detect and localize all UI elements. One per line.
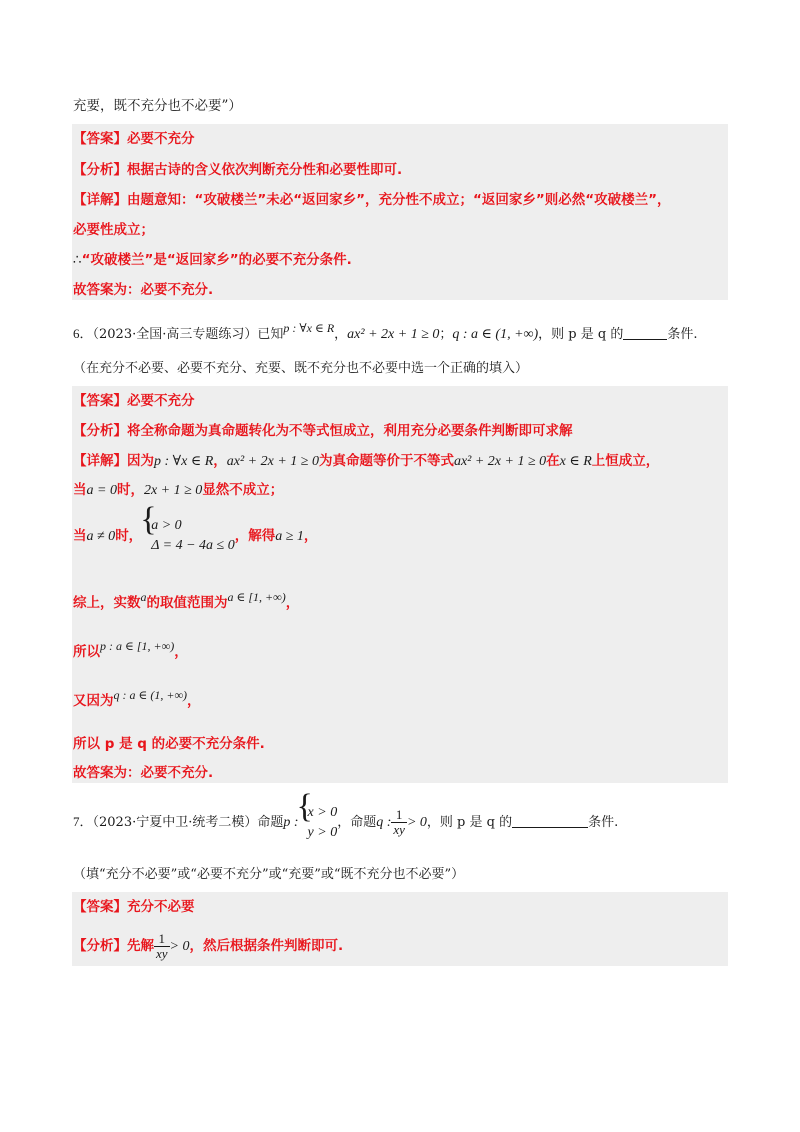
question-6-stem: 6．（2023·全国·高三专题练习）已知p : ∀x ∈ R，ax² + 2x + 1 ≥ 0；q : a ∈ (1, +∞)，则 p 是 q 的 条件. — [73, 321, 698, 342]
detail-q: 又因为q : a ∈ (1, +∞)， — [73, 688, 201, 709]
inequality-system: { a > 0 Δ = 4 − 4a ≤ 0 — [142, 516, 235, 556]
question-fragment: 充要，既不充分也不必要”） — [73, 98, 242, 114]
analysis-line: 【分析】先解 $\frac{1}{xy}$ > 0，然后根据条件判断即可. — [73, 930, 344, 961]
final-answer-line: 故答案为：必要不充分. — [73, 282, 214, 298]
solution-box-q6 — [72, 386, 728, 783]
answer-line: 【答案】必要不充分 — [73, 131, 195, 147]
final-answer-line: 故答案为：必要不充分. — [73, 765, 214, 781]
detail-line: 【详解】因为p : ∀x ∈ R，ax² + 2x + 1 ≥ 0为真命题等价于不等式ax² + 2x + 1 ≥ 0在x ∈ R上恒成立， — [73, 453, 660, 469]
detail-case-a0: 当a = 0时，2x + 1 ≥ 0显然不成立； — [73, 482, 284, 498]
detail-p: 所以p : a ∈ [1, +∞)， — [73, 639, 188, 660]
conclusion-line: ∴“攻破楼兰”是“返回家乡”的必要不充分条件. — [73, 252, 352, 268]
detail-range: 综上，实数a的取值范围为a ∈ [1, +∞)， — [73, 590, 300, 611]
p-system: { x > 0 y > 0 — [299, 803, 338, 843]
fraction: $\frac{1}{xy}$ — [156, 930, 168, 961]
detail-line: 【详解】由题意知：“攻破楼兰”未必“返回家乡”，充分性不成立；“返回家乡”则必然“攻破楼兰”， — [73, 192, 671, 208]
analysis-line: 【分析】根据古诗的含义依次判断充分性和必要性即可. — [73, 162, 403, 178]
fraction: $\frac{1}{xy}$ — [393, 807, 405, 837]
answer-line: 【答案】必要不充分 — [73, 393, 195, 409]
question-6-hint: （在充分不必要、必要不充分、充要、既不充分也不必要中选一个正确的填入） — [73, 361, 529, 376]
detail-conclusion: 所以 p 是 q 的必要不充分条件. — [73, 736, 265, 752]
answer-blank[interactable] — [512, 813, 588, 828]
answer-line: 【答案】充分不必要 — [73, 899, 195, 915]
detail-line-2: 必要性成立； — [73, 222, 154, 238]
solution-box-q5 — [72, 124, 728, 300]
answer-blank[interactable] — [623, 325, 667, 340]
detail-case-a-nonzero: 当a ≠ 0时， { a > 0 Δ = 4 − 4a ≤ 0 ，解得a ≥ 1， — [73, 514, 317, 559]
question-7-stem: 7．（2023·宁夏中卫·统考二模）命题p : { x > 0 y > 0 ，命题q : $\frac{1}{xy}$ > 0，则 p 是 q 的 条件. — [73, 800, 618, 845]
analysis-line: 【分析】将全称命题为真命题转化为不等式恒成立，利用充分必要条件判断即可求解 — [73, 423, 573, 439]
question-7-hint: （填“充分不必要”或“必要不充分”或“充要”或“既不充分也不必要”） — [73, 867, 465, 882]
